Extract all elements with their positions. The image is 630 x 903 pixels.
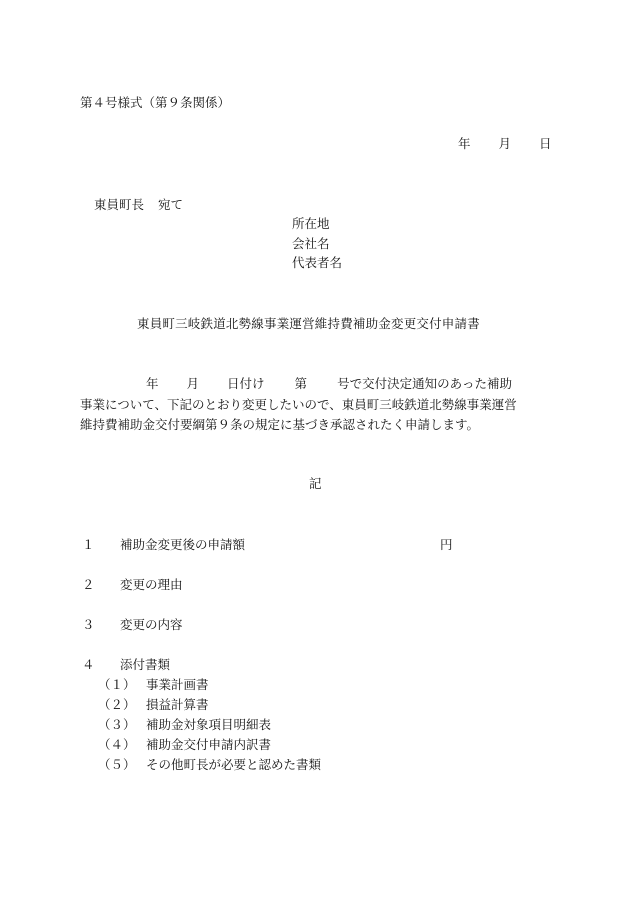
item-number: ４ bbox=[82, 657, 95, 672]
item-label: 補助金変更後の申請額 bbox=[120, 537, 246, 552]
list-item bbox=[98, 699, 321, 719]
attachment-number: （３） bbox=[98, 717, 136, 732]
item-change-content bbox=[82, 619, 183, 632]
item-label: 添付書類 bbox=[120, 657, 171, 672]
attachment-label: 補助金交付申請内訳書 bbox=[146, 737, 272, 752]
list-item bbox=[98, 719, 321, 739]
body-line-1 bbox=[80, 378, 517, 399]
list-item bbox=[98, 759, 321, 779]
attachment-number: （４） bbox=[98, 737, 136, 752]
addressee-suffix: 宛て bbox=[158, 197, 184, 212]
list-item bbox=[98, 679, 321, 699]
item-number: ２ bbox=[82, 577, 95, 592]
ki-heading: 記 bbox=[309, 476, 322, 491]
company-label: 会社名 bbox=[292, 235, 330, 251]
item-number: １ bbox=[82, 537, 95, 552]
date-line bbox=[458, 138, 552, 151]
attachment-label: 損益計算書 bbox=[146, 697, 209, 712]
item-application-amount bbox=[82, 537, 453, 552]
body-month: 月 bbox=[186, 376, 200, 391]
attachment-label: 補助金対象項目明細表 bbox=[146, 717, 272, 732]
list-item bbox=[98, 739, 321, 759]
attachment-number: （５） bbox=[98, 757, 136, 772]
date-month: 月 bbox=[498, 136, 512, 151]
body-no-prefix: 第 bbox=[294, 376, 308, 391]
attachment-number: （２） bbox=[98, 697, 136, 712]
form-number: 第４号様式（第９条関係） bbox=[80, 95, 231, 110]
applicant-block bbox=[292, 218, 342, 277]
body-year: 年 bbox=[146, 376, 159, 391]
body-line1-end: 号で交付決定通知のあった補助 bbox=[337, 376, 512, 391]
date-year: 年 bbox=[458, 136, 471, 151]
item-change-reason bbox=[82, 579, 183, 592]
body-dated: 日付け bbox=[227, 376, 265, 391]
body-text bbox=[80, 378, 517, 440]
addressee bbox=[94, 199, 183, 212]
item-number: ３ bbox=[82, 617, 95, 632]
item-label: 変更の理由 bbox=[120, 577, 183, 592]
yen-unit: 円 bbox=[440, 537, 453, 552]
attachment-list bbox=[98, 679, 321, 779]
document-title: 東員町三岐鉄道北勢線事業運営維持費補助金変更交付申請書 bbox=[137, 316, 480, 331]
body-line-2: 事業について、下記のとおり変更したいので、東員町三岐鉄道北勢線事業運営 bbox=[80, 396, 517, 412]
attachment-label: 事業計画書 bbox=[146, 677, 209, 692]
address-label: 所在地 bbox=[292, 216, 330, 231]
attachment-number: （１） bbox=[98, 677, 136, 692]
body-line-3: 維持費補助金交付要綱第９条の規定に基づき承認されたく申請します。 bbox=[80, 417, 480, 432]
item-label: 変更の内容 bbox=[120, 617, 183, 632]
date-day: 日 bbox=[539, 136, 552, 151]
addressee-name: 東員町長 bbox=[94, 197, 145, 212]
item-attachments bbox=[82, 659, 170, 672]
representative-label: 代表者名 bbox=[292, 255, 343, 270]
attachment-label: その他町長が必要と認めた書類 bbox=[146, 757, 322, 772]
